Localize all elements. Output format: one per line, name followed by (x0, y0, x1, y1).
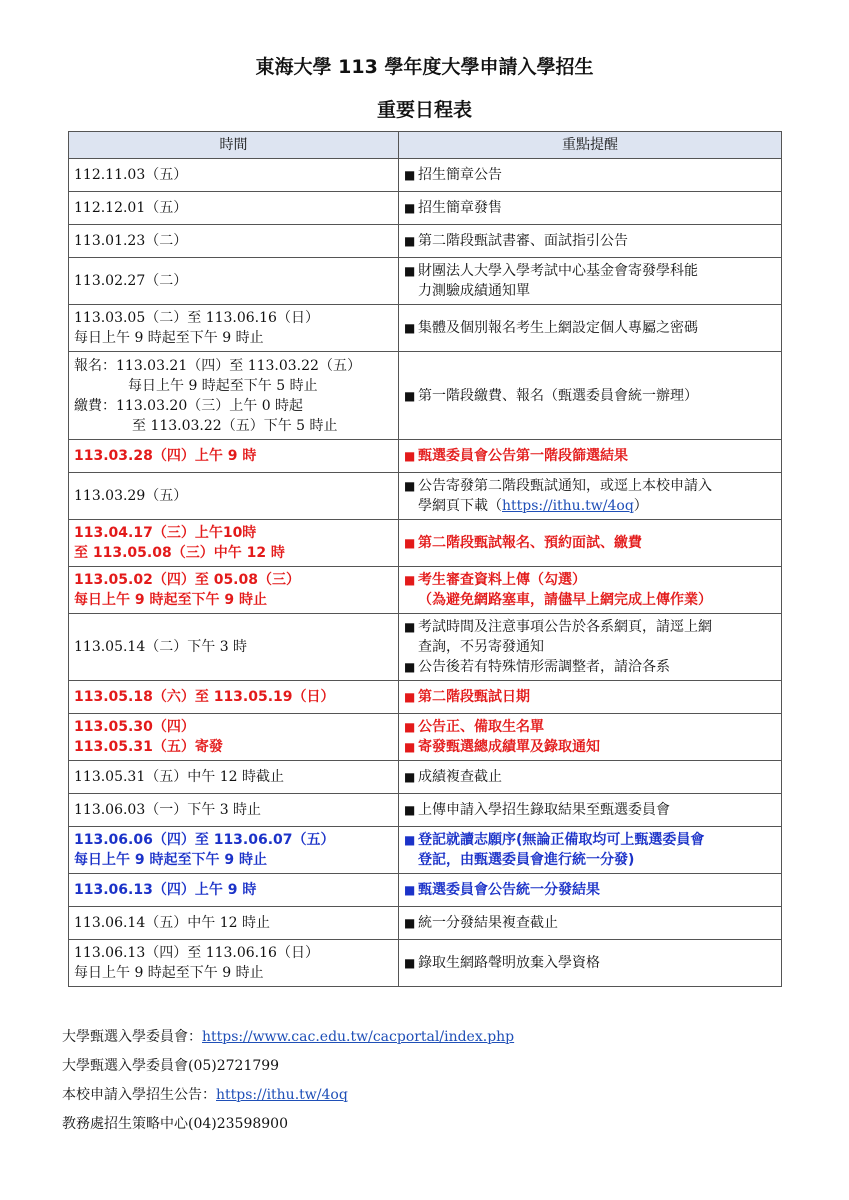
note-cell (399, 714, 782, 761)
apply-page-link[interactable]: https://ithu.tw/4oq (502, 498, 634, 514)
note-cell (399, 440, 782, 473)
time-line: 113.05.18（六）至 113.05.19（日） (74, 689, 335, 705)
note-text (418, 880, 776, 900)
note-item (404, 717, 776, 737)
note-item (404, 913, 776, 933)
time-cell (69, 159, 399, 192)
time-cell (69, 614, 399, 681)
time-line: 113.05.14（二）下午 3 時 (74, 639, 248, 655)
time-line: 112.11.03（五） (74, 167, 188, 183)
note-line: 第二階段甄試書審、面試指引公告 (418, 233, 628, 249)
time-line: 113.02.27（二） (74, 273, 188, 289)
square-bullet-icon: ■ (404, 264, 416, 278)
note-item (404, 231, 776, 251)
time-cell (69, 714, 399, 761)
time-line: 每日上午 9 時起至下午 9 時止 (74, 330, 264, 346)
square-bullet-icon: ■ (404, 168, 416, 182)
time-line: 每日上午 9 時起至下午 9 時止 (74, 852, 267, 868)
note-cell (399, 159, 782, 192)
note-text (418, 533, 776, 553)
table-row (69, 794, 782, 827)
header-time: 時間 (69, 132, 399, 159)
note-item (404, 446, 776, 466)
time-line: 113.05.31（五）中午 12 時截止 (74, 769, 284, 785)
time-line: 113.05.30（四） (74, 719, 195, 735)
square-bullet-icon: ■ (404, 690, 416, 704)
table-row (69, 940, 782, 987)
note-text (418, 953, 776, 973)
square-bullet-icon: ■ (404, 234, 416, 248)
time-line: 113.06.13（四）至 113.06.16（日） (74, 945, 319, 961)
table-row (69, 520, 782, 567)
square-bullet-icon: ■ (404, 201, 416, 215)
time-line: 112.12.01（五） (74, 200, 188, 216)
note-item (404, 476, 776, 516)
note-line: 錄取生網路聲明放棄入學資格 (418, 955, 600, 971)
note-item (404, 767, 776, 787)
table-row (69, 614, 782, 681)
table-row (69, 761, 782, 794)
table-row (69, 874, 782, 907)
note-text (418, 830, 776, 870)
note-line: 考試時間及注意事項公告於各系網頁，請逕上網 (418, 619, 712, 635)
note-item (404, 830, 776, 870)
time-line: 113.03.05（二）至 113.06.16（日） (74, 310, 319, 326)
note-line: 考生審查資料上傳（勾選） (418, 572, 586, 588)
square-bullet-icon: ■ (404, 770, 416, 784)
note-line: 第二階段甄試報名、預約面試、繳費 (418, 535, 642, 551)
note-cell (399, 761, 782, 794)
note-line: 力測驗成績通知單 (418, 283, 530, 299)
note-item (404, 261, 776, 301)
time-cell (69, 907, 399, 940)
note-text (418, 913, 776, 933)
note-line: 招生簡章公告 (418, 167, 502, 183)
time-line: 報名：113.03.21（四）至 113.03.22（五） (74, 357, 361, 374)
note-item (404, 737, 776, 757)
note-line: 甄選委員會公告統一分發結果 (418, 882, 600, 898)
footer-cac-link[interactable]: https://www.cac.edu.tw/cacportal/index.php (202, 1029, 515, 1045)
square-bullet-icon: ■ (404, 833, 416, 847)
note-line: 學網頁下載（https://ithu.tw/4oq） (418, 498, 648, 514)
footer-cac-label: 大學甄選入學委員會： (62, 1029, 202, 1045)
note-line: 統一分發結果複查截止 (418, 915, 558, 931)
note-text (418, 231, 776, 251)
note-text (418, 617, 776, 657)
note-cell (399, 567, 782, 614)
note-line: 公告後若有特殊情形需調整者，請洽各系 (418, 659, 670, 675)
time-cell (69, 473, 399, 520)
note-cell (399, 305, 782, 352)
time-cell (69, 305, 399, 352)
table-row (69, 473, 782, 520)
note-line: 公告寄發第二階段甄試通知，或逕上本校申請入 (418, 478, 712, 494)
note-item (404, 386, 776, 406)
square-bullet-icon: ■ (404, 883, 416, 897)
table-row (69, 827, 782, 874)
footer-school-link[interactable]: https://ithu.tw/4oq (216, 1087, 348, 1103)
square-bullet-icon: ■ (404, 388, 416, 403)
note-item (404, 570, 776, 610)
time-cell (69, 940, 399, 987)
note-text (418, 767, 776, 787)
note-line: 財團法人大學入學考試中心基金會寄發學科能 (418, 263, 698, 279)
time-line: 113.06.03（一）下午 3 時止 (74, 802, 262, 818)
note-line: 上傳申請入學招生錄取結果至甄選委員會 (418, 802, 670, 818)
time-cell (69, 794, 399, 827)
table-row (69, 258, 782, 305)
schedule-table (68, 131, 782, 987)
time-cell (69, 520, 399, 567)
square-bullet-icon: ■ (404, 916, 416, 930)
time-line: 113.05.02（四）至 05.08（三） (74, 572, 300, 588)
page-title: 東海大學 113 學年度大學申請入學招生 (255, 56, 594, 78)
note-line: 寄發甄選總成績單及錄取通知 (418, 739, 600, 755)
time-line: 113.05.31（五）寄發 (74, 739, 223, 755)
note-line: 登記就讀志願序(無論正備取均可上甄選委員會 (418, 832, 705, 848)
note-line: 甄選委員會公告第一階段篩選結果 (418, 448, 628, 464)
note-item (404, 198, 776, 218)
table-row (69, 567, 782, 614)
time-line: 每日上午 9 時起至下午 9 時止 (74, 592, 267, 608)
note-text (418, 717, 776, 737)
note-text (418, 476, 776, 516)
header-note: 重點提醒 (399, 132, 782, 159)
square-bullet-icon: ■ (404, 720, 416, 734)
note-line: 第一階段繳費、報名（甄選委員會統一辦理） (418, 387, 698, 404)
note-line: 公告正、備取生名單 (418, 719, 544, 735)
table-row (69, 352, 782, 440)
note-line: 第二階段甄試日期 (418, 689, 530, 705)
note-text (418, 386, 776, 406)
time-cell (69, 681, 399, 714)
time-cell (69, 874, 399, 907)
time-cell (69, 192, 399, 225)
time-line: 113.04.17（三）上午10時 (74, 525, 257, 541)
note-text (418, 446, 776, 466)
footer-office-phone: 教務處招生策略中心(04)23598900 (62, 1116, 288, 1132)
note-cell (399, 614, 782, 681)
note-cell (399, 352, 782, 440)
note-cell (399, 827, 782, 874)
note-text (418, 318, 776, 338)
square-bullet-icon: ■ (404, 660, 416, 674)
note-cell (399, 225, 782, 258)
time-cell (69, 440, 399, 473)
footer-cac-line (62, 1026, 514, 1046)
table-row (69, 440, 782, 473)
time-cell (69, 225, 399, 258)
time-line: 繳費：113.03.20（三）上午 0 時起 (74, 397, 304, 414)
time-line: 113.03.28（四）上午 9 時 (74, 448, 257, 464)
square-bullet-icon: ■ (404, 321, 416, 335)
note-cell (399, 520, 782, 567)
square-bullet-icon: ■ (404, 803, 416, 817)
table-header-row (69, 132, 782, 159)
square-bullet-icon: ■ (404, 620, 416, 634)
time-line: 113.06.14（五）中午 12 時止 (74, 915, 270, 931)
note-item (404, 165, 776, 185)
note-line: （為避免網路塞車，請儘早上網完成上傳作業） (418, 592, 712, 608)
page-subtitle: 重要日程表 (376, 99, 472, 121)
square-bullet-icon: ■ (404, 449, 416, 463)
note-line: 查詢，不另寄發通知 (418, 639, 544, 655)
note-line: 成績複查截止 (418, 769, 502, 785)
note-text (418, 261, 776, 301)
table-row (69, 907, 782, 940)
square-bullet-icon: ■ (404, 479, 416, 493)
time-cell (69, 567, 399, 614)
time-cell (69, 258, 399, 305)
note-item (404, 880, 776, 900)
square-bullet-icon: ■ (404, 536, 416, 550)
note-text (418, 657, 776, 677)
time-cell (69, 827, 399, 874)
note-line: 集體及個別報名考生上網設定個人專屬之密碼 (418, 320, 698, 336)
note-text (418, 165, 776, 185)
table-row (69, 159, 782, 192)
note-cell (399, 940, 782, 987)
note-item (404, 617, 776, 657)
time-line: 每日上午 9 時起至下午 5 時止 (128, 377, 318, 394)
note-cell (399, 794, 782, 827)
note-line: 登記，由甄選委員會進行統一分發) (418, 852, 635, 868)
note-line: 招生簡章發售 (418, 200, 502, 216)
time-line: 113.06.06（四）至 113.06.07（五） (74, 832, 335, 848)
note-cell (399, 874, 782, 907)
note-cell (399, 681, 782, 714)
time-line: 至 113.03.22（五）下午 5 時止 (132, 417, 338, 434)
note-text (418, 570, 776, 610)
time-cell (69, 761, 399, 794)
note-text (418, 737, 776, 757)
note-item (404, 953, 776, 973)
square-bullet-icon: ■ (404, 956, 416, 970)
table-row (69, 225, 782, 258)
footer-cac-phone: 大學甄選入學委員會(05)2721799 (62, 1058, 280, 1074)
time-line: 113.03.29（五） (74, 488, 188, 504)
footer-school-label: 本校申請入學招生公告： (62, 1087, 216, 1103)
note-item (404, 800, 776, 820)
note-item (404, 318, 776, 338)
note-cell (399, 907, 782, 940)
note-item (404, 533, 776, 553)
time-line: 113.06.13（四）上午 9 時 (74, 882, 257, 898)
note-cell (399, 192, 782, 225)
square-bullet-icon: ■ (404, 573, 416, 587)
table-row (69, 305, 782, 352)
note-text (418, 198, 776, 218)
time-line: 113.01.23（二） (74, 233, 188, 249)
table-row (69, 714, 782, 761)
square-bullet-icon: ■ (404, 740, 416, 754)
note-item (404, 687, 776, 707)
time-line: 至 113.05.08（三）中午 12 時 (74, 545, 285, 561)
note-cell (399, 473, 782, 520)
note-cell (399, 258, 782, 305)
footer-school-line (62, 1084, 348, 1104)
time-cell (69, 352, 399, 440)
table-row (69, 192, 782, 225)
table-row (69, 681, 782, 714)
note-text (418, 687, 776, 707)
note-text (418, 800, 776, 820)
note-item (404, 657, 776, 677)
time-line: 每日上午 9 時起至下午 9 時止 (74, 965, 264, 981)
